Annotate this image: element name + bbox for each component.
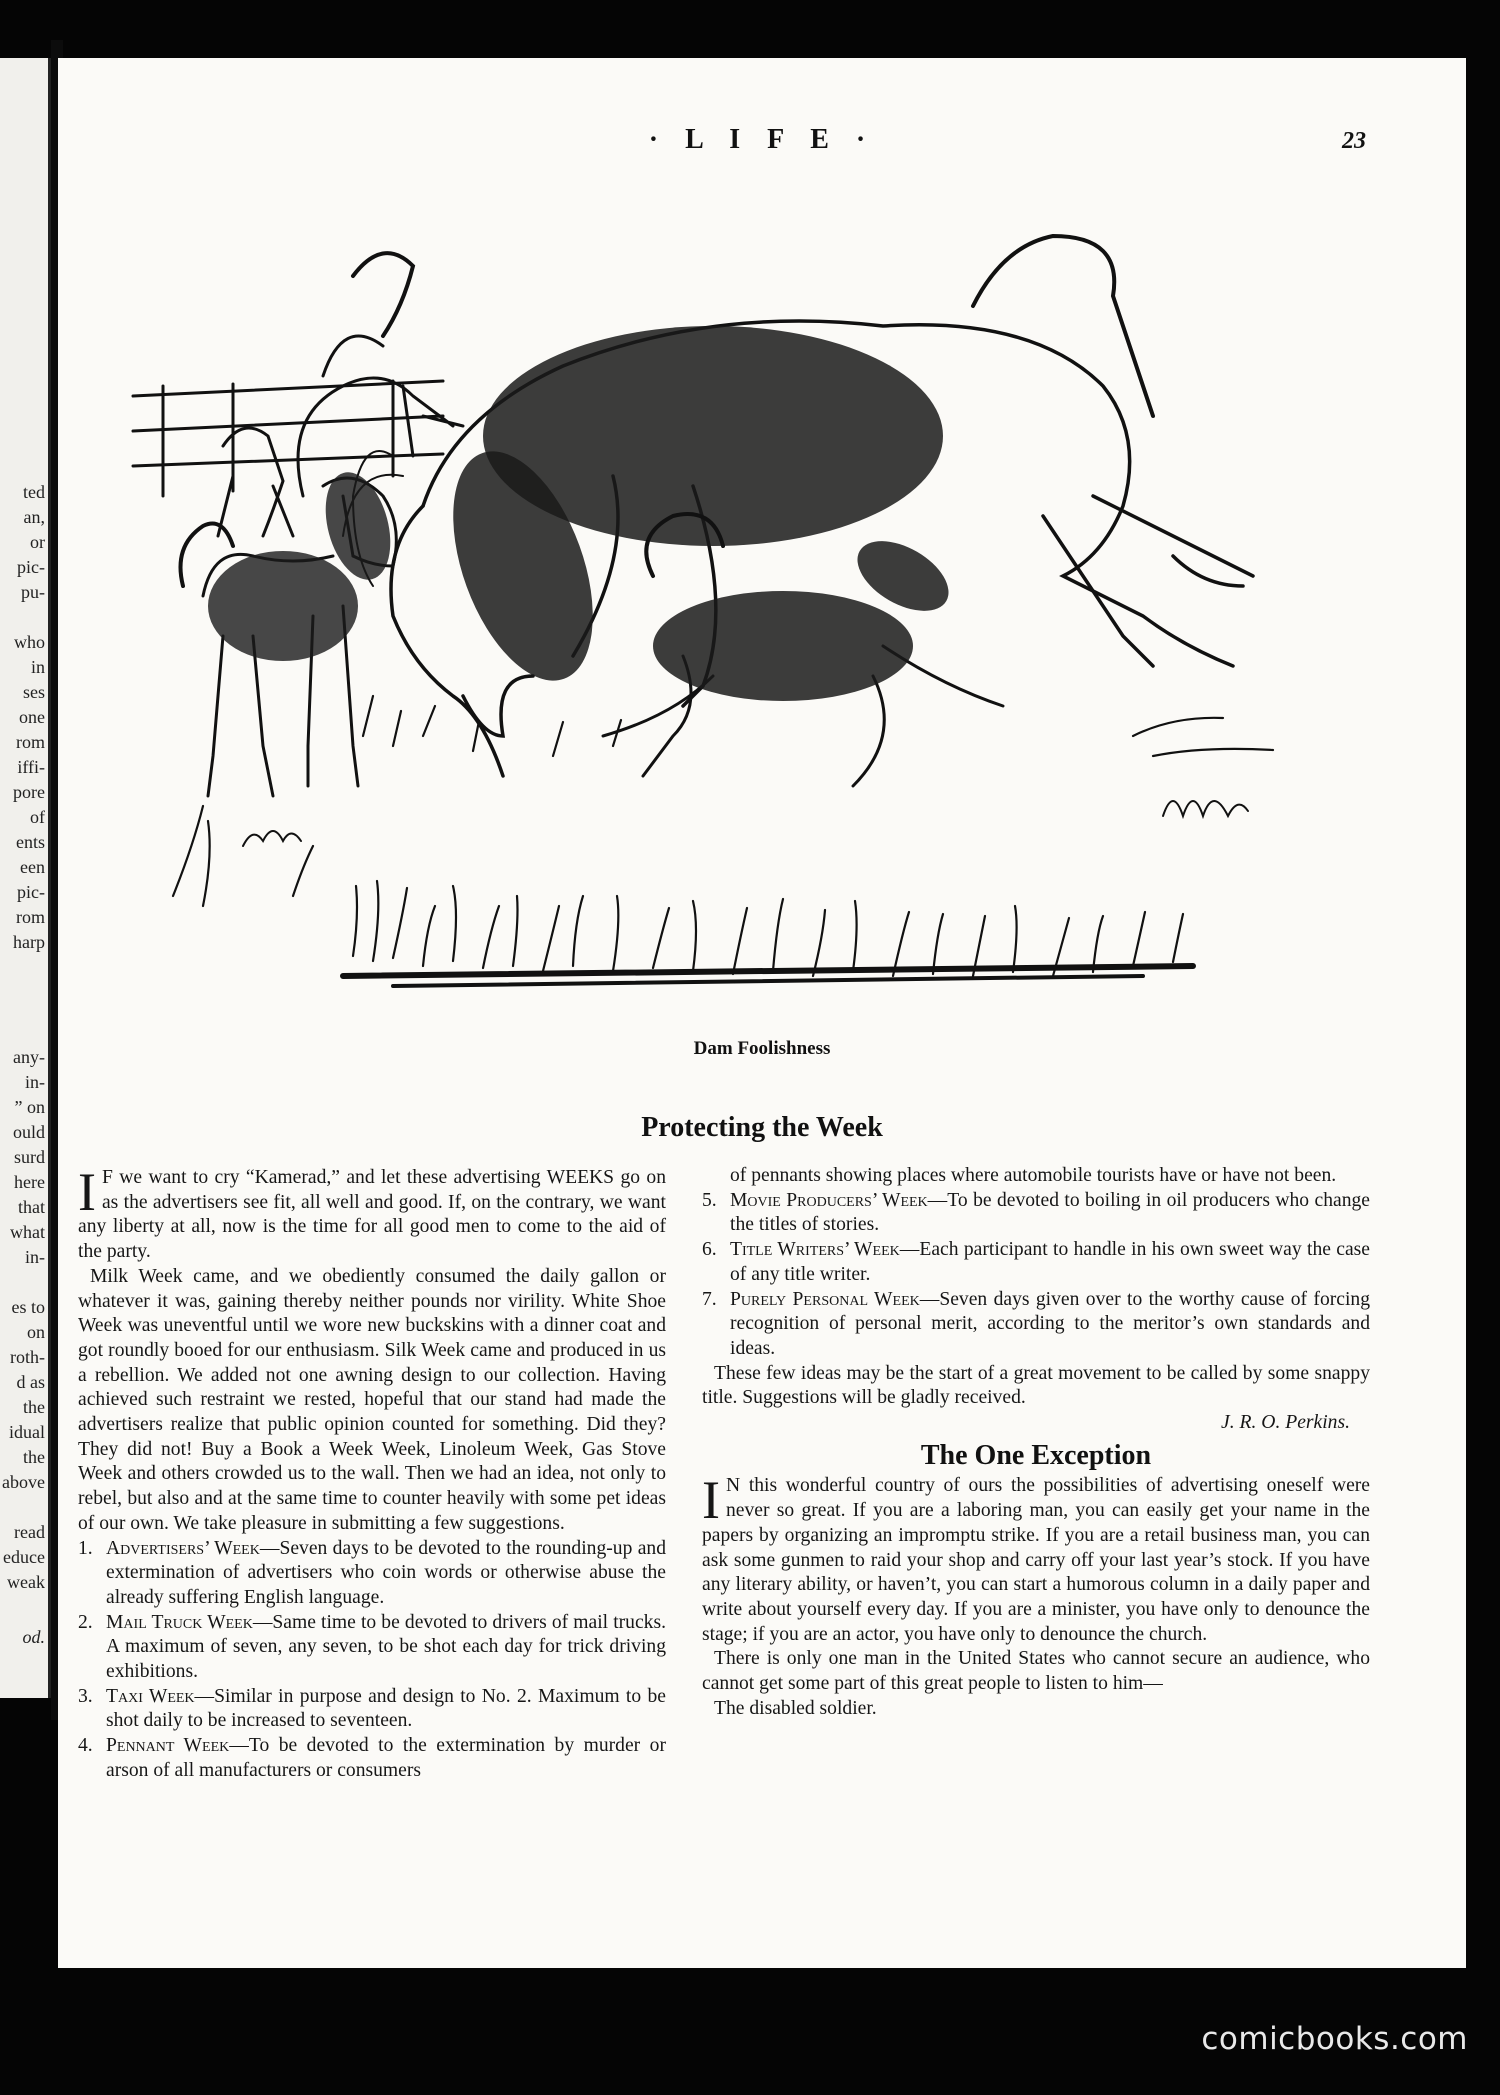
intro-paragraph: I N this wonderful country of ours the possibilities of advertising oneself were never so great. If you are a laboring man, you can easily get your name in the papers by organizing an impromptu strike. If you are a retail business man, you can ask some gunmen to raid your shop and carry off your last year’s stock. If you have any literary ability, or haven’t, you can start a humorous column in a daily paper and write about yourself every day. If you are a minister, you have only to denounce the stage; if you are an actor, you have only to denounce the church. — [702, 1470, 1370, 1645]
prev-page-fragment: pore — [13, 782, 45, 802]
dropcap: I — [702, 1470, 720, 1531]
list-item: 7. Purely Personal Week—Seven days given over to the worthy cause of forcing recognition of personal merit, according to the meritor’s own standards and ideas. — [702, 1288, 1370, 1359]
signature-left — [243, 831, 301, 846]
prev-page-fragment: idual — [9, 1422, 45, 1442]
list-item-continued: of pennants showing places where automobile tourists have or have not been. — [730, 1165, 1337, 1186]
prev-page-fragment: rom — [16, 732, 45, 752]
prev-page-fragment: the — [23, 1447, 45, 1467]
prev-page-fragment: surd — [14, 1147, 45, 1167]
prev-page-fragment: in — [30, 657, 45, 677]
prev-page-fragment: od. — [22, 1627, 45, 1647]
horse-illustration — [93, 176, 1353, 1036]
prev-page-fragment: es to — [11, 1297, 45, 1317]
prev-page-fragment: d as — [16, 1372, 45, 1392]
previous-page-edge — [0, 58, 51, 1698]
signature-right — [1163, 801, 1248, 816]
prev-page-fragment: iffi- — [17, 757, 45, 777]
body-paragraph: The disabled soldier. — [714, 1697, 877, 1719]
prev-page-fragment: ould — [12, 1122, 45, 1142]
article-title-protecting: Protecting the Week — [641, 1112, 883, 1143]
prev-page-fragment: one — [19, 707, 45, 727]
list-item: 1. Advertisers’ Week—Seven days to be devoted to the rounding-up and extermination of advertisers who coin words or otherwise abuse the already suffering English language. — [78, 1537, 666, 1608]
list-item: 3. Taxi Week—Similar in purpose and design to No. 2. Maximum to be shot daily to be increased to seventeen. — [78, 1685, 666, 1732]
site-watermark: comicbooks.com — [1201, 2021, 1468, 2057]
magazine-page — [58, 58, 1466, 1968]
prev-page-fragment: any- — [13, 1047, 45, 1067]
list-item: 2. Mail Truck Week—Same time to be devoted to drivers of mail trucks. A maximum of seven, any seven, to be shot each day for trick driving exhibitions. — [78, 1611, 666, 1683]
prev-page-fragment: weak — [7, 1572, 45, 1592]
prev-page-fragment: roth- — [10, 1347, 45, 1367]
page-number: 23 — [1342, 128, 1366, 154]
prev-page-fragment: an, — [23, 507, 45, 527]
prev-page-fragment: ted — [23, 482, 45, 502]
prev-page-fragment: pu- — [21, 582, 45, 602]
prev-page-fragment: read — [14, 1522, 45, 1542]
prev-page-fragment: the — [23, 1397, 45, 1417]
prev-page-fragment: ” on — [14, 1097, 45, 1117]
fence — [133, 381, 443, 496]
prev-page-fragment: harp — [13, 932, 45, 952]
dropcap: I — [78, 1162, 96, 1222]
list-item: 5. Movie Producers’ Week—To be devoted to boiling in oil producers who change the titles of stories. — [702, 1189, 1370, 1236]
prev-page-fragment: that — [18, 1197, 45, 1217]
prev-page-fragment: on — [27, 1322, 45, 1342]
list-item: 4. Pennant Week—To be devoted to the extermination by murder or arson of all manufacturers or consumers — [78, 1735, 666, 1781]
right-column — [702, 1164, 1370, 1721]
left-column — [78, 1162, 666, 1784]
prev-page-fragment: een — [20, 857, 45, 877]
prev-page-fragment: above — [2, 1472, 45, 1492]
prev-page-fragment: what — [10, 1222, 45, 1242]
body-paragraph: Milk Week came, and we obediently consumed the daily gallon or whatever it was, gaining thereby neither pounds nor virility. White Shoe Week was uneventful until we wore new buckskins with a dinner coat and got roundly booed for our enthusiasm. Silk Week came and produced in us a rebellion. We added not one awning design to our collection. Having achieved such restraint we rested, hopeful that our stand had made the advertisers realize that public opinion counted for something. Did they? They did not! Buy a Book a Week Week, Linoleum Week, Gas Stove Week and others crowded us to the wall. Then we had an idea, not only to rebel, but also and at the same time to counter heavily with some pet ideas of our own. We take pleasure in submitting a few suggestions. — [78, 1265, 666, 1534]
running-foal — [603, 514, 1003, 786]
prev-page-fragment: pic- — [17, 557, 45, 577]
prev-page-fragment: of — [30, 807, 45, 827]
prev-page-fragment: or — [30, 532, 45, 552]
closing-paragraph: These few ideas may be the start of a great movement to be called by some snappy title. Suggestions will be gladly received. — [702, 1362, 1370, 1409]
article-title-exception: The One Exception — [920, 1439, 1152, 1471]
standing-foal — [181, 465, 402, 796]
prev-page-fragment: in- — [25, 1247, 45, 1267]
prev-page-fragment: ses — [23, 682, 45, 702]
prev-page-fragment: pic- — [17, 882, 45, 902]
prev-page-fragment: rom — [16, 907, 45, 927]
list-item: 6. Title Writers’ Week—Each participant to handle in his own sweet way the case of any title writer. — [702, 1239, 1371, 1285]
prev-page-fragment: ents — [16, 832, 45, 852]
body-paragraph: There is only one man in the United States who cannot secure an audience, who cannot get some part of this great people to listen to him— — [702, 1648, 1370, 1695]
author-byline: J. R. O. Perkins. — [1221, 1412, 1350, 1434]
illustration-caption: Dam Foolishness — [693, 1038, 831, 1059]
intro-paragraph: I F we want to cry “Kamerad,” and let these advertising WEEKS go on as the advertisers see fit, all well and good. If, on the contrary, we want any liberty at all, now is the time for all good men to come to the aid of the party. — [78, 1162, 666, 1263]
grass — [173, 696, 1273, 986]
prev-page-fragment: in- — [25, 1072, 45, 1092]
prev-page-fragment: educe — [3, 1547, 45, 1567]
prev-page-fragment: here — [14, 1172, 45, 1192]
prev-page-fragment: who — [14, 632, 45, 652]
running-head: · L I F E · — [648, 124, 876, 155]
